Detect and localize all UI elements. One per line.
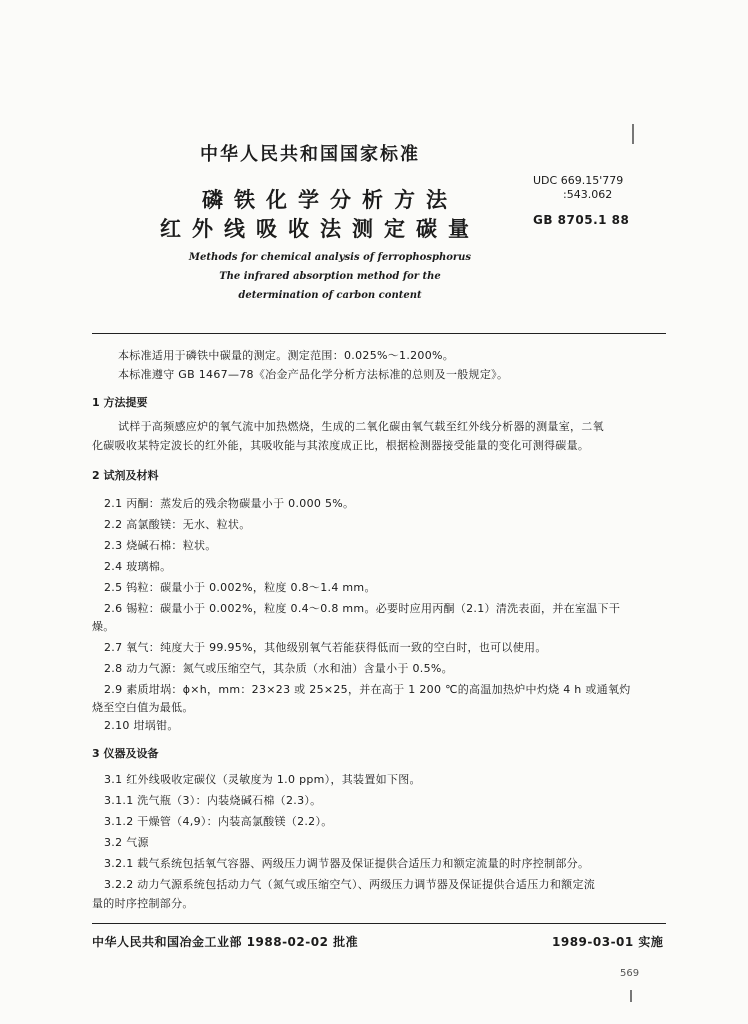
gb-number: GB 8705.1 88 (533, 213, 630, 227)
standard-org-title: 中华人民共和国国家标准 (200, 144, 420, 165)
list-item-continuation: 烧至空白值为最低。 (92, 701, 194, 714)
section-1-line1: 试样于高频感应炉的氧气流中加热燃烧，生成的二氧化碳由氧气载至红外线分析器的测量室，二氧 (118, 420, 604, 433)
section-1-heading: 1 方法提要 (92, 396, 148, 409)
section-1-line2: 化碳吸收某特定波长的红外能，其吸收能与其浓度成正比，根据检测器接受能量的变化可测得碳量。 (92, 439, 590, 452)
list-item: 3.1 红外线吸收定碳仪（灵敏度为 1.0 ppm），其装置如下图。 (104, 773, 421, 786)
list-item: 2.7 氧气：纯度大于 99.95%，其他级别氧气若能获得低而一致的空白时，也可以使用。 (104, 641, 547, 654)
udc-code-line2: :543.062 (563, 188, 613, 201)
approval-statement: 中华人民共和国冶金工业部 1988-02-02 批准 (92, 935, 359, 949)
list-item: 2.2 高氯酸镁：无水、粒状。 (104, 518, 251, 531)
list-item-continuation: 量的时序控制部分。 (92, 897, 194, 910)
list-item: 2.1 丙酮：蒸发后的残余物碳量小于 0.000 5%。 (104, 497, 355, 510)
list-item: 2.5 钨粒：碳量小于 0.002%，粒度 0.8～1.4 mm。 (104, 581, 376, 594)
list-item: 2.9 素质坩埚：ϕ×h，mm：23×23 或 25×25，并在高于 1 200 ℃的高温加热炉中灼烧 4 h 或通氧灼 (104, 683, 631, 696)
compliance-statement: 本标准遵守 GB 1467—78《冶金产品化学分析方法标准的总则及一般规定》。 (118, 368, 509, 381)
document-title-line1: 磷铁化学分析方法 (202, 188, 458, 212)
implementation-date: 1989-03-01 实施 (552, 935, 664, 949)
list-item: 3.1.2 干燥管（4,9）：内装高氯酸镁（2.2）。 (104, 815, 333, 828)
section-3-heading: 3 仪器及设备 (92, 747, 159, 760)
english-title-line2: The infrared absorption method for the (219, 271, 441, 282)
section-2-heading: 2 试剂及材料 (92, 469, 159, 482)
list-item-continuation: 燥。 (92, 620, 115, 633)
list-item: 3.2.2 动力气源系统包括动力气（氮气或压缩空气）、两级压力调节器及保证提供合适压力和额定流 (104, 878, 596, 891)
list-item: 3.2.1 载气系统包括氧气容器、两级压力调节器及保证提供合适压力和额定流量的时序控制部分。 (104, 857, 590, 870)
document-title-line2: 红外线吸收法测定碳量 (160, 217, 480, 241)
list-item: 2.3 烧碱石棉：粒状。 (104, 539, 217, 552)
english-title-line1: Methods for chemical analysis of ferrophosphorus (188, 252, 472, 263)
list-item: 2.4 玻璃棉。 (104, 560, 172, 573)
page-number: 569 (620, 968, 640, 979)
list-item: 3.1.1 洗气瓶（3）：内装烧碱石棉（2.3）。 (104, 794, 322, 807)
list-item: 2.10 坩埚钳。 (104, 719, 179, 732)
list-item: 2.6 锡粒：碳量小于 0.002%，粒度 0.4～0.8 mm。必要时应用丙酮（2.1）清洗表面，并在室温下干 (104, 602, 621, 615)
scan-mark (630, 990, 632, 1002)
english-title-line3: determination of carbon content (238, 290, 422, 301)
list-item: 3.2 气源 (104, 836, 149, 849)
header-divider (92, 333, 666, 334)
footer-divider (92, 923, 666, 924)
scope-statement: 本标准适用于磷铁中碳量的测定。测定范围：0.025%～1.200%。 (118, 349, 455, 362)
scan-mark (632, 124, 634, 144)
udc-code-line1: UDC 669.15'779 (533, 174, 624, 187)
list-item: 2.8 动力气源：氮气或压缩空气，其杂质（水和油）含量小于 0.5%。 (104, 662, 453, 675)
